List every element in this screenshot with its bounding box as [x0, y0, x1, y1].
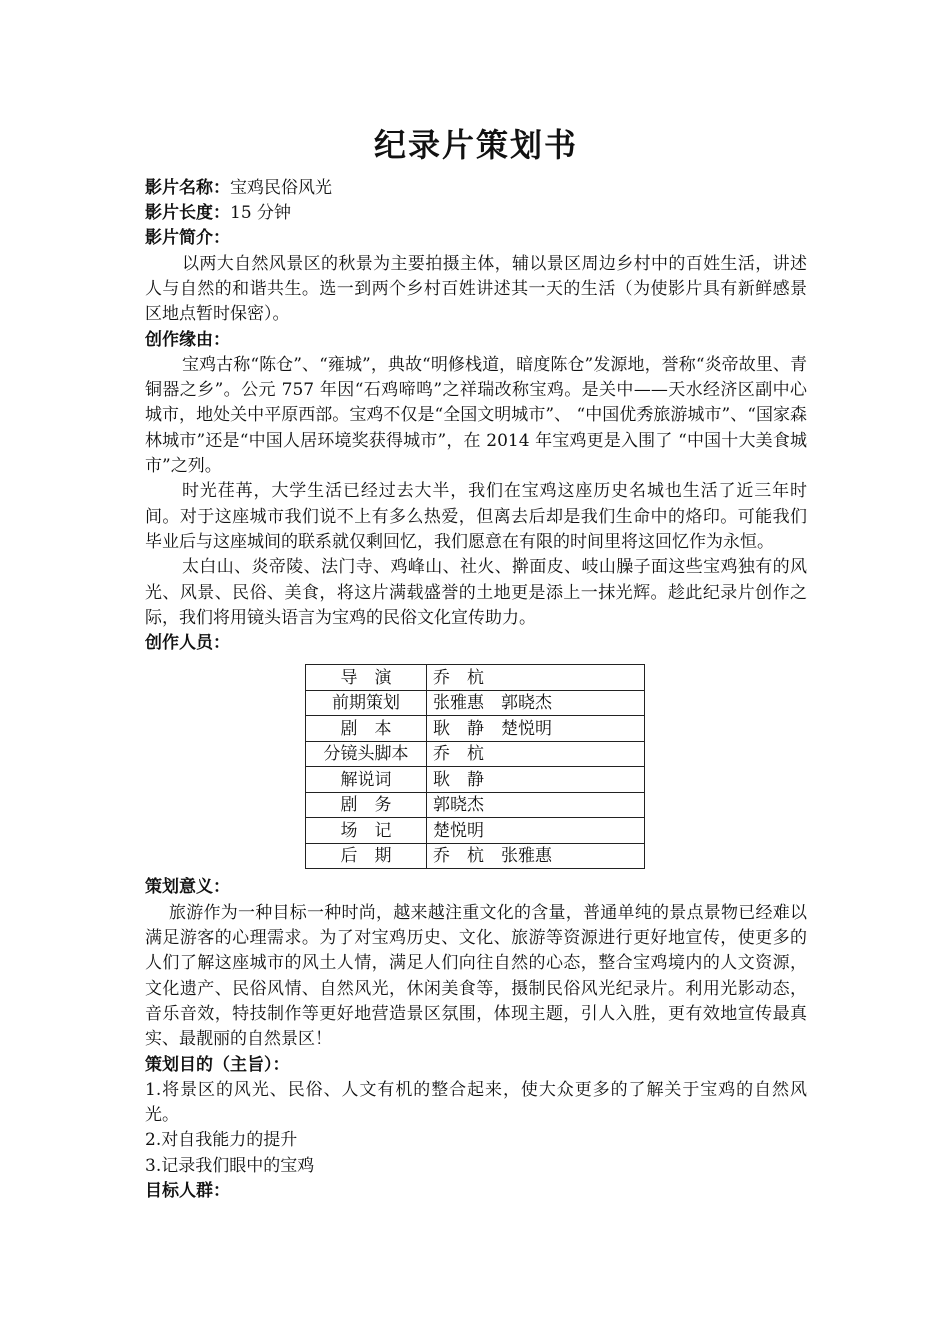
table-row [306, 665, 645, 691]
crew-role: 场 记 [306, 818, 427, 844]
film-length-label: 影片长度： [145, 203, 230, 224]
table-row [306, 843, 645, 869]
crew-role: 前期策划 [306, 690, 427, 716]
document-title: 纪录片策划书 [373, 126, 578, 164]
audience-heading: 目标人群： [145, 1181, 230, 1201]
crew-names: 乔 杭 张雅惠 [427, 843, 645, 869]
table-row [306, 767, 645, 793]
document-body [145, 126, 807, 1204]
table-row [306, 741, 645, 767]
crew-role: 剧 本 [306, 716, 427, 742]
table-row [306, 792, 645, 818]
film-length-value: 15 分钟 [230, 203, 292, 224]
crew-role: 剧 务 [306, 792, 427, 818]
origin-paragraph-2: 时光荏苒，大学生活已经过去大半，我们在宝鸡这座历史名城也生活了近三年时间。对于这座城市我们说不上有多么热爱，但离去后却是我们生命中的烙印。可能我们毕业后与这座城间的联系就仅剩回忆，我们愿意在有限的时间里将这回忆作为永恒。 [145, 481, 807, 552]
crew-role: 后 期 [306, 843, 427, 869]
crew-names: 郭晓杰 [427, 792, 645, 818]
intro-heading: 影片简介： [145, 228, 230, 249]
significance-paragraph: 旅游作为一种目标一种时尚，越来越注重文化的含量，普通单纯的景点景物已经难以满足游客的心理需求。为了对宝鸡历史、文化、旅游等资源进行更好地宣传，使更多的人们了解这座城市的风土人情，满足人们向往自然的心态，整合宝鸡境内的人文资源，文化遗产、民俗风情、自然风光，休闲美食等，摄制民俗风光纪录片。利用光影动态，音乐音效，特技制作等更好地营造景区氛围，体现主题，引人入胜，更有效地宣传最真实、最靓丽的自然景区！ [145, 902, 807, 1050]
crew-names: 乔 杭 [427, 741, 645, 767]
origin-heading: 创作缘由： [145, 329, 230, 350]
table-row [306, 716, 645, 742]
film-name-line [145, 176, 807, 201]
crew-names: 乔 杭 [427, 665, 645, 691]
table-row [306, 690, 645, 716]
crew-role: 解说词 [306, 767, 427, 793]
crew-role: 分镜头脚本 [306, 741, 427, 767]
purpose-item-2: 2.对自我能力的提升 [145, 1130, 298, 1151]
table-row [306, 818, 645, 844]
purpose-item-3: 3.记录我们眼中的宝鸡 [145, 1155, 315, 1176]
film-length-line [145, 201, 807, 226]
origin-paragraph-3: 太白山、炎帝陵、法门寺、鸡峰山、社火、擀面皮、岐山臊子面这些宝鸡独有的风光、风景、民俗、美食，将这片满载盛誉的土地更是添上一抹光辉。趁此纪录片创作之际，我们将用镜头语言为宝鸡的民俗文化宣传助力。 [145, 557, 807, 628]
crew-heading: 创作人员： [145, 633, 230, 654]
purpose-heading: 策划目的（主旨）： [145, 1054, 290, 1075]
crew-names: 张雅惠 郭晓杰 [427, 690, 645, 716]
crew-names: 耿 静 楚悦明 [427, 716, 645, 742]
crew-role: 导 演 [306, 665, 427, 691]
intro-paragraph: 以两大自然风景区的秋景为主要拍摄主体，辅以景区周边乡村中的百姓生活，讲述人与自然的和谐共生。选一到两个乡村百姓讲述其一天的生活（为使影片具有新鲜感景区地点暂时保密）。 [145, 253, 807, 325]
film-name-value: 宝鸡民俗风光 [230, 178, 332, 199]
crew-table [305, 664, 645, 869]
crew-names: 耿 静 [427, 767, 645, 793]
purpose-item-1: 1.将景区的风光、民俗、人文有机的整合起来，使大众更多的了解关于宝鸡的自然风光。 [145, 1079, 807, 1126]
film-name-label: 影片名称： [145, 178, 230, 199]
crew-names: 楚悦明 [427, 818, 645, 844]
origin-paragraph-1: 宝鸡古称“陈仓”、“雍城”，典故“明修栈道，暗度陈仓”发源地，誉称“炎帝故里、青铜器之乡”。公元 757 年因“石鸡啼鸣”之祥瑞改称宝鸡。是关中——天水经济区副中心城市，地处关中平原西部。宝鸡不仅是“全国文明城市”、 “中国优秀旅游城市”、“国家森林城市”还是“中国人居环境奖获得城市”，在 2014 年宝鸡更是入围了 “中国十大美食城市”之列。 [145, 354, 807, 477]
significance-heading: 策划意义： [145, 877, 230, 898]
